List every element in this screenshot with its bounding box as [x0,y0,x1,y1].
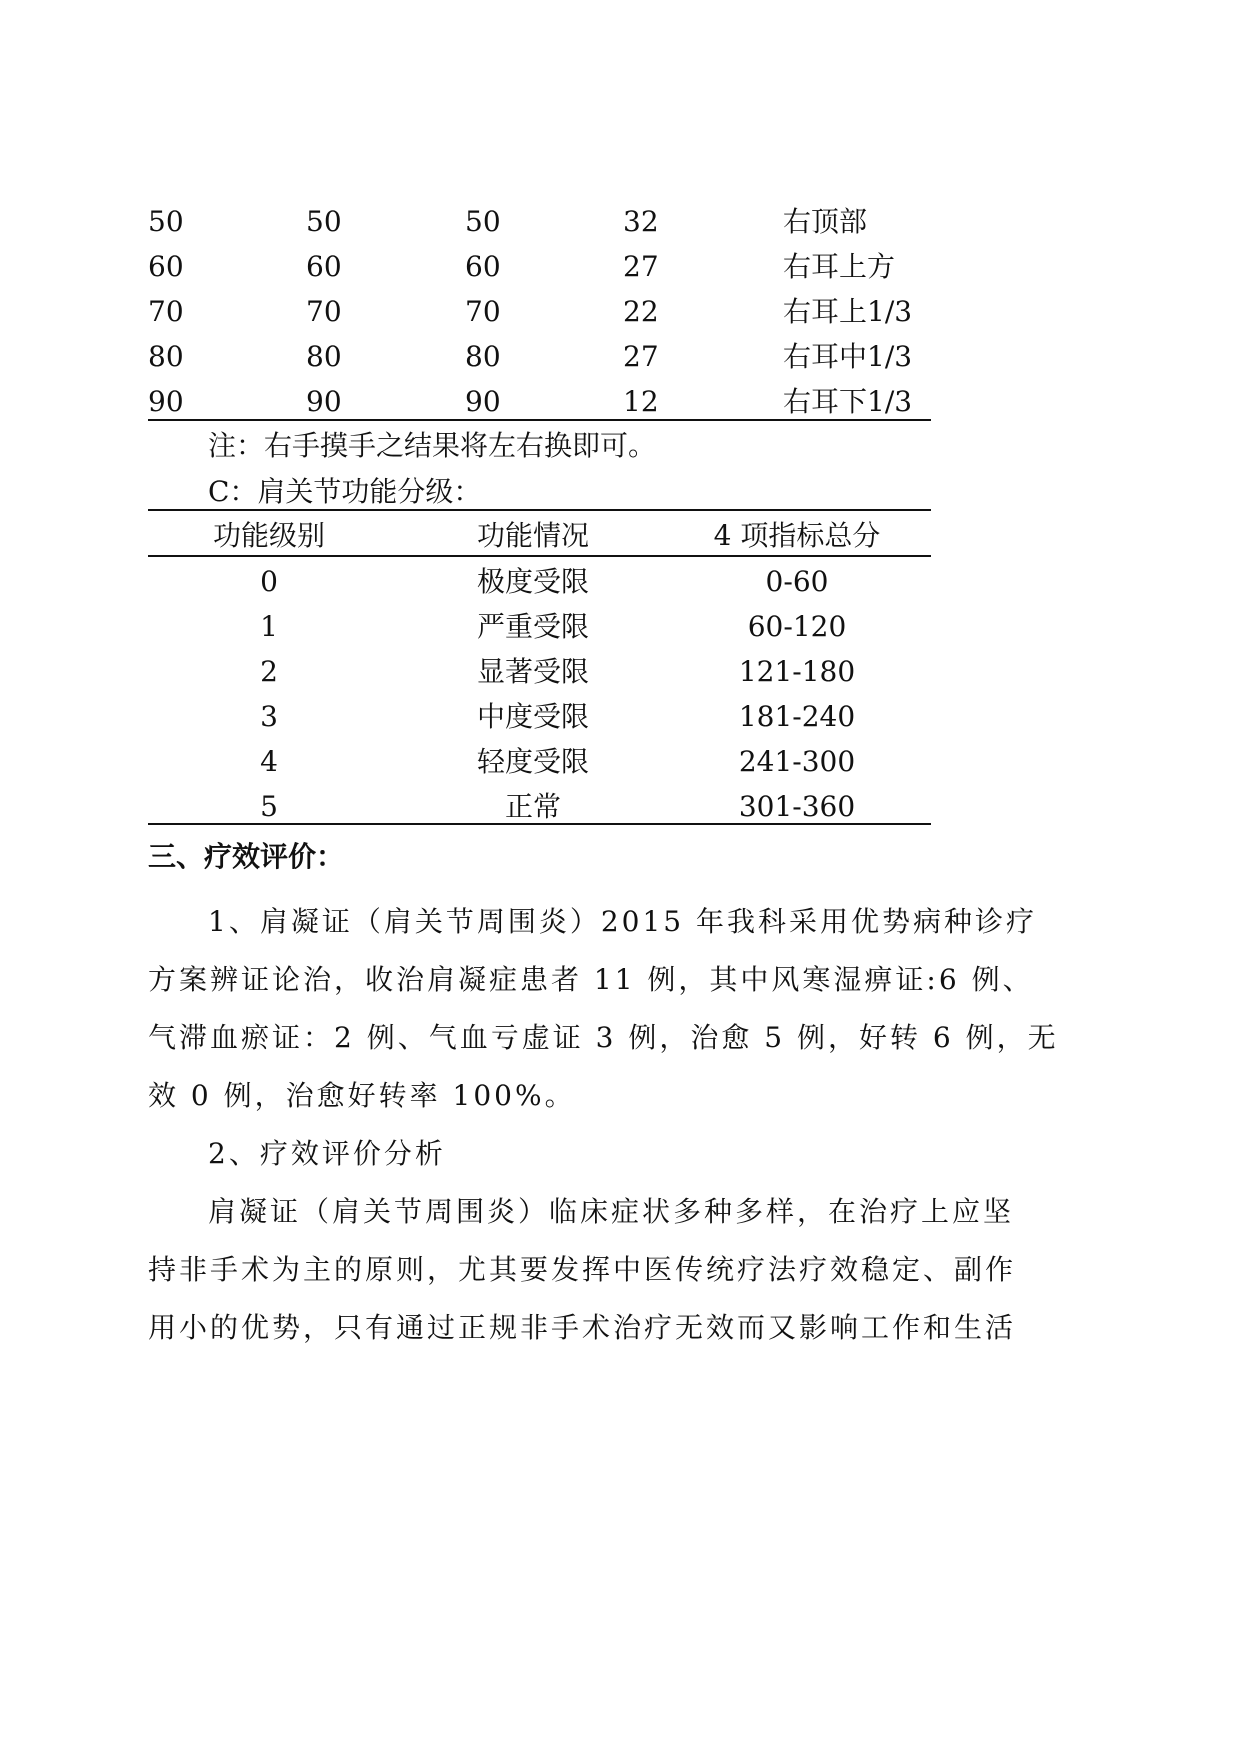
paragraph-line: 用小的优势，只有通过正规非手术治疗无效而又影响工作和生活 [148,1311,1017,1344]
table-cell: 50 [465,205,501,238]
column-header: 4 项指标总分 [713,519,881,552]
table-cell: 正常 [504,790,562,823]
table-cell: 80 [306,340,342,373]
table-cell: 4 [260,745,278,778]
table-cell: 70 [306,295,342,328]
table-note: 注：右手摸手之结果将左右换即可。 [208,429,657,462]
table-cell: 50 [148,205,184,238]
table-cell: 2 [260,655,278,688]
table-cell: 极度受限 [476,565,590,598]
table-cell: 60 [465,250,501,283]
table-cell: 70 [465,295,501,328]
table-cell: 27 [623,340,659,373]
table-cell: 右耳上方 [783,250,896,283]
table-bottom-rule [148,419,931,421]
table-cell: 右耳上1/3 [783,295,913,328]
table-cell: 90 [306,385,342,418]
table-cell: 22 [623,295,659,328]
table-cell: 60 [306,250,342,283]
table-cell: 轻度受限 [476,745,590,778]
section-heading: 三、疗效评价： [148,840,345,873]
paragraph-line: 效 0 例，治愈好转率 100%。 [148,1079,576,1112]
table-cell: 80 [148,340,184,373]
table-cell: 0 [260,565,278,598]
table-cell: 80 [465,340,501,373]
column-header: 功能级别 [212,519,326,552]
table-cell: 27 [623,250,659,283]
table-cell: 90 [465,385,501,418]
column-header: 功能情况 [476,519,590,552]
table-cell: 中度受限 [476,700,590,733]
table-cell: 70 [148,295,184,328]
table-cell: 5 [260,790,278,823]
table-cell: 1 [260,610,278,643]
paragraph-line: 肩凝证（肩关节周围炎）临床症状多种多样，在治疗上应坚 [208,1195,1015,1228]
table-cell: 右耳中1/3 [783,340,913,373]
table-cell: 显著受限 [476,655,590,688]
table-cell: 241-300 [738,745,856,778]
table-cell: 121-180 [738,655,856,688]
table-caption: C：肩关节功能分级： [208,475,482,508]
table-cell: 3 [260,700,278,733]
table-cell: 301-360 [738,790,856,823]
table-cell: 50 [306,205,342,238]
subsection-title: 2、疗效评价分析 [208,1137,446,1170]
table-cell: 右耳下1/3 [783,385,913,418]
paragraph-line: 持非手术为主的原则，尤其要发挥中医传统疗法疗效稳定、副作 [148,1253,1017,1286]
table-bottom-rule [148,823,931,825]
table-cell: 0-60 [765,565,829,598]
paragraph-line: 气滞血瘀证：2 例、气血亏虚证 3 例，治愈 5 例，好转 6 例，无 [148,1021,1059,1054]
paragraph-line: 方案辨证论治，收治肩凝症患者 11 例，其中风寒湿痹证:6 例、 [148,963,1034,996]
table-cell: 60 [148,250,184,283]
table-cell: 60-120 [747,610,847,643]
paragraph-line: 1、肩凝证（肩关节周围炎）2015 年我科采用优势病种诊疗 [208,905,1037,938]
table-top-rule [148,509,931,511]
table-cell: 右顶部 [783,205,868,238]
table-cell: 严重受限 [476,610,590,643]
table-cell: 32 [623,205,659,238]
table-header-rule [148,555,931,557]
table-cell: 12 [623,385,659,418]
table-cell: 181-240 [738,700,856,733]
table-cell: 90 [148,385,184,418]
